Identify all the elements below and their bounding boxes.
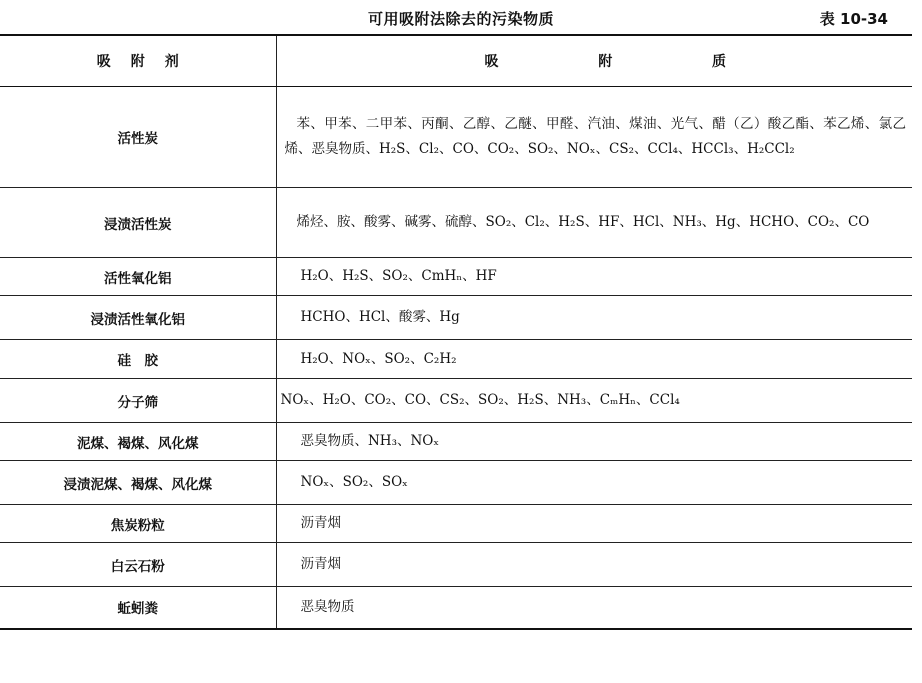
adsorbate-cell: 沥青烟 (276, 505, 912, 543)
adsorbent-cell: 泥煤、褐煤、风化煤 (0, 423, 276, 461)
adsorbate-cell: 恶臭物质 (276, 587, 912, 629)
adsorbate-cell: H₂O、H₂S、SO₂、CmHₙ、HF (276, 258, 912, 296)
adsorbent-cell: 活性炭 (0, 87, 276, 188)
adsorbent-cell: 浸渍活性氧化铝 (0, 296, 276, 340)
adsorbent-cell: 浸渍活性炭 (0, 188, 276, 258)
table-row (0, 296, 912, 340)
header-char: 剂 (164, 54, 179, 70)
table-number: 表 10-34 (819, 10, 888, 28)
adsorbate-cell: 苯、甲苯、二甲苯、丙酮、乙醇、乙醚、甲醛、汽油、煤油、光气、醋（乙）酸乙酯、苯乙烯、氯乙烯、恶臭物质、H₂S、Cl₂、CO、CO₂、SO₂、NOₓ、CS₂、CCl₄、HCCl₃、H₂CCl₂ (276, 87, 912, 188)
adsorbate-cell: 烯烃、胺、酸雾、碱雾、硫醇、SO₂、Cl₂、H₂S、HF、HCl、NH₃、Hg、HCHO、CO₂、CO (276, 188, 912, 258)
table-row (0, 423, 912, 461)
table-row (0, 461, 912, 505)
table-title: 可用吸附法除去的污染物质 (367, 10, 554, 28)
table-row (0, 340, 912, 379)
table-header-row (0, 35, 912, 87)
adsorbent-cell: 活性氧化铝 (0, 258, 276, 296)
column-header-adsorbent (0, 35, 276, 87)
adsorbate-cell: HCHO、HCl、酸雾、Hg (276, 296, 912, 340)
header-char: 吸 (484, 54, 499, 70)
adsorption-table (0, 34, 912, 630)
table-row (0, 87, 912, 188)
adsorbent-cell: 蚯蚓粪 (0, 587, 276, 629)
adsorbate-cell: NOₓ、SO₂、SOₓ (276, 461, 912, 505)
header-char: 吸 (96, 54, 111, 70)
table-row (0, 543, 912, 587)
table-row (0, 258, 912, 296)
adsorbent-cell: 分子筛 (0, 379, 276, 423)
adsorbent-cell: 焦炭粉粒 (0, 505, 276, 543)
table-caption (0, 8, 922, 32)
table-row (0, 379, 912, 423)
column-header-adsorbate (276, 35, 912, 87)
table-row (0, 587, 912, 629)
adsorbate-cell: 沥青烟 (276, 543, 912, 587)
adsorbate-cell: 恶臭物质、NH₃、NOₓ (276, 423, 912, 461)
header-char: 附 (130, 54, 145, 70)
table-row (0, 505, 912, 543)
adsorbent-cell: 浸渍泥煤、褐煤、风化煤 (0, 461, 276, 505)
table-row (0, 188, 912, 258)
adsorbate-cell: H₂O、NOₓ、SO₂、C₂H₂ (276, 340, 912, 379)
adsorbent-cell: 硅 胶 (0, 340, 276, 379)
adsorbate-cell: NOₓ、H₂O、CO₂、CO、CS₂、SO₂、H₂S、NH₃、CₘHₙ、CCl₄ (276, 379, 912, 423)
header-char: 附 (598, 54, 613, 70)
header-char: 质 (712, 54, 726, 70)
adsorbent-cell: 白云石粉 (0, 543, 276, 587)
